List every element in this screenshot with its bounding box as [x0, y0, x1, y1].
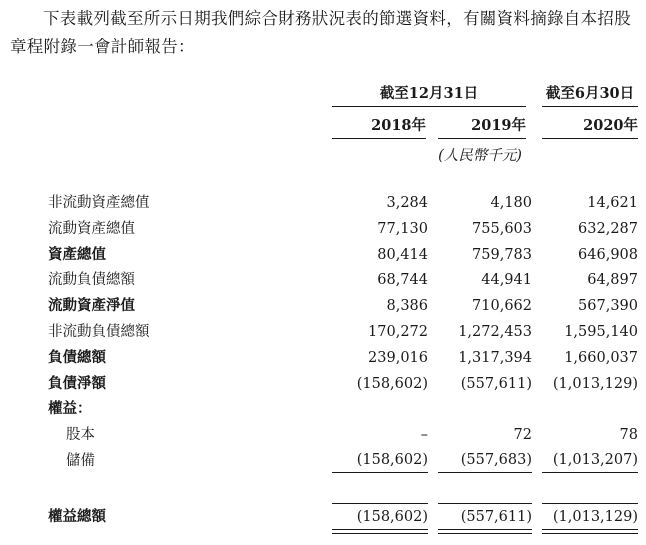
row-value: 710,662: [472, 298, 532, 315]
header-as-of-jun-30: 截至6月30日: [542, 82, 638, 107]
unit-label: (人民幣千元): [438, 148, 522, 164]
row-label: 權益：: [48, 400, 92, 418]
total-value-2020: (1,013,129): [552, 509, 638, 525]
row-value: 1,317,394: [458, 349, 532, 366]
row-value: (158,602): [332, 448, 428, 473]
intro-paragraph: [10, 5, 638, 61]
row-value: 170,272: [368, 324, 428, 340]
double-underline-2018: [332, 529, 428, 534]
row-value: (557,611): [460, 375, 532, 392]
header-as-of-dec-31: 截至12月31日: [332, 82, 526, 107]
row-value: 4,180: [490, 195, 532, 211]
table-row: [0, 242, 646, 268]
total-value-2019: (557,611): [460, 509, 532, 525]
row-value: 646,908: [578, 246, 638, 263]
table-row: [0, 422, 646, 448]
table-row: [0, 448, 646, 474]
row-value: (1,013,207): [542, 448, 638, 473]
row-label: 流動負債總額: [48, 272, 135, 289]
row-label: 流動資產總值: [48, 220, 135, 237]
table-row: [0, 190, 646, 216]
intro-line-1: 下表載列截至所示日期我們綜合財務狀況表的節選資料，有關資料摘錄自本招股: [43, 9, 631, 28]
table-row: [0, 267, 646, 293]
row-value: (1,013,129): [552, 375, 638, 392]
row-label: 儲備: [66, 453, 95, 469]
row-value: 77,130: [377, 220, 428, 237]
table-row: [0, 319, 646, 345]
table-row: [0, 345, 646, 371]
year-header-2020: 2020年: [542, 114, 638, 139]
row-label: 非流動負債總額: [48, 324, 150, 340]
intro-line-2: 章程附錄一會計師報告：: [10, 37, 195, 56]
year-header-2018: 2018年: [332, 114, 426, 139]
table-row: [0, 293, 646, 319]
row-value: 632,287: [578, 220, 638, 237]
row-label: 資產總值: [48, 245, 106, 263]
total-row: [0, 504, 646, 530]
row-value: 239,016: [368, 349, 428, 366]
row-label: 負債淨額: [48, 374, 106, 392]
row-value: 14,621: [587, 195, 638, 211]
year-header-2019: 2019年: [438, 114, 526, 139]
row-label: 非流動資產總值: [48, 195, 150, 211]
row-value: 64,897: [587, 272, 638, 289]
row-value: 1,595,140: [564, 324, 638, 340]
row-value: 68,744: [377, 272, 428, 289]
row-value: 8,386: [386, 298, 428, 315]
table-row: [0, 216, 646, 242]
double-underline-2020: [542, 529, 638, 534]
total-value-2018: (158,602): [356, 509, 428, 525]
total-label: 權益總額: [48, 508, 106, 525]
row-value: 3,284: [386, 195, 428, 211]
row-value: 1,272,453: [458, 324, 532, 340]
row-value: –: [420, 427, 428, 444]
row-label: 流動資產淨值: [48, 297, 135, 315]
row-label: 負債總額: [48, 348, 106, 366]
row-value: 80,414: [377, 246, 428, 263]
row-value: 44,941: [481, 272, 532, 289]
row-label: 股本: [66, 427, 95, 444]
row-value: 1,660,037: [564, 349, 638, 366]
row-value: 755,603: [472, 220, 532, 237]
row-value: (158,602): [356, 375, 428, 392]
double-underline-2019: [438, 529, 532, 534]
row-value: 567,390: [578, 298, 638, 315]
table-row: [0, 396, 646, 422]
row-value: 78: [619, 427, 638, 444]
row-value: 759,783: [472, 246, 532, 263]
row-value: 72: [513, 427, 532, 444]
row-value: (557,683): [438, 448, 532, 473]
table-row: [0, 371, 646, 397]
